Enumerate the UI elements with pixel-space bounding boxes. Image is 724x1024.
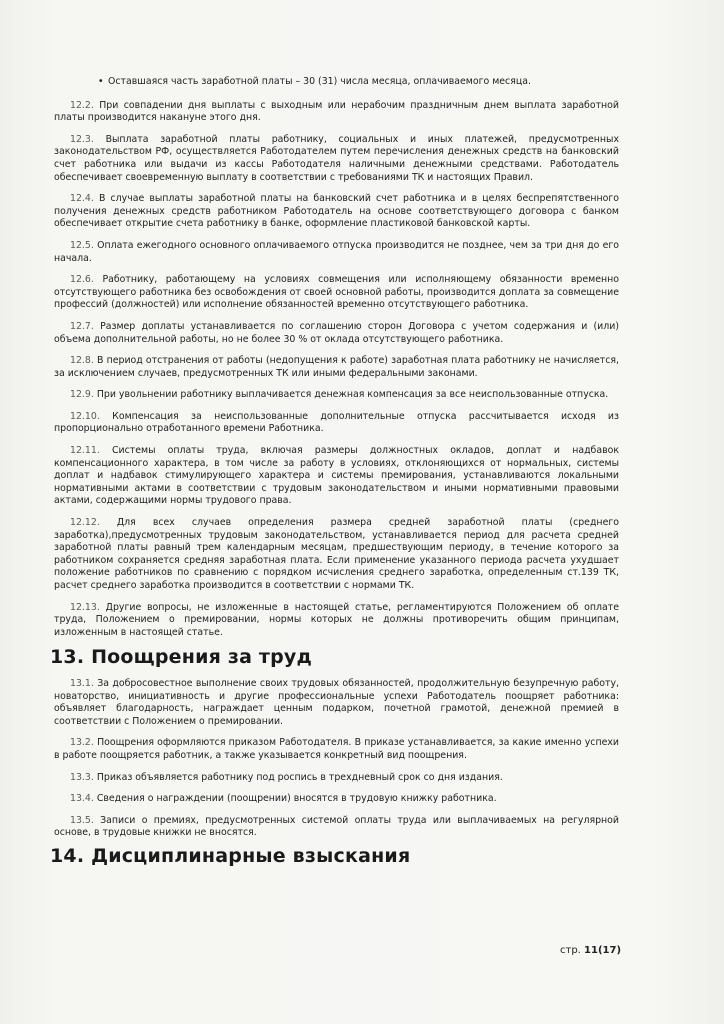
section-12-paragraphs bbox=[54, 100, 619, 640]
paragraph bbox=[54, 772, 619, 785]
paragraph-number: 12.7. bbox=[70, 320, 94, 332]
paragraph-text: При увольнении работнику выплачивается денежная компенсация за все неиспользованные отпуска. bbox=[96, 389, 609, 401]
paragraph bbox=[54, 389, 619, 402]
paragraph bbox=[54, 193, 619, 231]
paragraph-number: 12.3. bbox=[70, 133, 94, 145]
paragraph-text: При совпадении дня выплаты с выходным или нерабочим праздничным днем выплата заработной платы производится накануне этого дня. bbox=[54, 99, 619, 124]
paragraph bbox=[54, 517, 619, 593]
page-label: стр. bbox=[560, 945, 581, 956]
paragraph bbox=[54, 737, 619, 762]
paragraph bbox=[54, 321, 619, 346]
paragraph-number: 12.8. bbox=[70, 355, 94, 367]
paragraph bbox=[54, 793, 619, 806]
paragraph-number: 13.1. bbox=[70, 677, 94, 689]
heading-section-13: 13. Поощрения за труд bbox=[50, 646, 313, 669]
paragraph-number: 12.12. bbox=[70, 517, 100, 529]
paragraph-text: Работнику, работающему на условиях совмещения или исполняющему обязанности временно отсутствующего работника без освобождения от своей основной работы, производится доплата за совмещение профессий (должностей) или исполнение обязанностей временно отсутствующего работника. bbox=[54, 274, 619, 311]
paragraph-text: Другие вопросы, не изложенные в настоящей статье, регламентируются Положением об оплате труда, Положением о премировании, нормы которых не должны противоречить общим принципам, изложенным в настоящей статье. bbox=[54, 601, 619, 638]
paragraph-text: Размер доплаты устанавливается по соглашению сторон Договора с учетом содержания и (или) объема дополнительной работы, но не более 30 % от оклада отсутствующего работника. bbox=[54, 320, 619, 345]
page-number bbox=[560, 945, 621, 956]
paragraph bbox=[54, 678, 619, 728]
paragraph-number: 12.13. bbox=[70, 601, 100, 613]
paragraph bbox=[54, 411, 619, 436]
paragraph-number: 12.10. bbox=[70, 410, 100, 422]
paragraph-text: Приказ объявляется работнику под роспись в трехдневный срок со дня издания. bbox=[96, 771, 503, 783]
paragraph-number: 12.2. bbox=[70, 99, 94, 111]
paragraph-text: В случае выплаты заработной платы на банковский счет работника и в целях беспрепятственного получения денежных средств работником Работодатель на основе соответствующего договора с банком обеспечивает открытие счета работнику в банке, оформление пластиковой банковской карты. bbox=[54, 193, 620, 230]
paragraph-number: 12.9. bbox=[70, 389, 94, 401]
paragraph bbox=[54, 100, 619, 125]
bullet-item bbox=[54, 76, 619, 89]
paragraph-number: 13.4. bbox=[70, 793, 94, 805]
section-13-paragraphs bbox=[54, 678, 619, 840]
paragraph bbox=[54, 815, 619, 840]
paragraph-number: 13.2. bbox=[70, 737, 94, 749]
paragraph-text: Компенсация за неиспользованные дополнительные отпуска рассчитывается исходя из пропорционально отработанного времени Работника. bbox=[54, 410, 620, 435]
bullet-icon: • bbox=[98, 76, 104, 87]
paragraph bbox=[54, 355, 619, 380]
paragraph bbox=[54, 134, 619, 184]
page-number-value: 11(17) bbox=[584, 945, 622, 956]
paragraph-number: 13.5. bbox=[70, 814, 94, 826]
paragraph-number: 12.6. bbox=[70, 274, 94, 286]
paragraph bbox=[54, 445, 619, 508]
paragraph-text: Системы оплаты труда, включая размеры должностных окладов, доплат и надбавок компенсационного характера, в том числе за работу в условиях, отклоняющихся от нормальных, системы доплат и надбавок стимулирующего характера и системы премирования, устанавливаются локальными нормативными актами в соответствии с трудовым законодательством и иными нормативными правовыми актами, содержащими нормы трудового права. bbox=[54, 445, 619, 507]
paragraph-text: Для всех случаев определения размера средней заработной платы (среднего заработка),предусмотренных трудовым законодательством, устанавливается период для расчета средней заработной платы равный трем календарным месяцам, предшествующим периоду, в течение которого за работником сохраняется средняя заработная плата. Если применение указанного периода расчета ухудшает положение работников по сравнению с порядком исчисления среднего заработка, определенным ст.139 ТК, расчет среднего заработка производится в соответствии с нормами ТК. bbox=[54, 517, 619, 591]
paragraph-number: 12.5. bbox=[70, 239, 94, 251]
heading-section-14: 14. Дисциплинарные взыскания bbox=[50, 844, 411, 867]
paragraph-text: За добросовестное выполнение своих трудовых обязанностей, продолжительную безупречную работу, новаторство, инициативность и другие профессиональные успехи Работодатель поощряет работника: объявляет благодарность, награждает ценным подарком, почетной грамотой, денежной премией в соответствии с Положением о премировании. bbox=[54, 677, 619, 727]
paragraph-text: Сведения о награждении (поощрении) вносятся в трудовую книжку работника. bbox=[96, 793, 497, 805]
paragraph-text: Выплата заработной платы работнику, социальных и иных платежей, предусмотренных законодательством РФ, осуществляется Работодателем путем перечисления денежных средств на банковский счет работника или выдачи из кассы Работодателя наличными денежными средствами. Работодатель обеспечивает своевременную выплату в соответствии с требованиями ТК и настоящих Правил. bbox=[54, 133, 619, 183]
paragraph-text: Оплата ежегодного основного оплачиваемого отпуска производится не позднее, чем за три дня до его начала. bbox=[54, 239, 620, 264]
paragraph-text: В период отстранения от работы (недопущения к работе) заработная плата работнику не начисляется, за исключением случаев, предусмотренных ТК или иными федеральными законами. bbox=[54, 355, 620, 379]
paragraph-number: 13.3. bbox=[70, 771, 94, 783]
paragraph bbox=[54, 602, 619, 640]
paragraph-number: 12.11. bbox=[70, 445, 100, 457]
paragraph bbox=[54, 274, 619, 312]
paragraph-text: Поощрения оформляются приказом Работодателя. В приказе устанавливается, за какие именно успехи в работе поощряется работник, а также указывается конкретный вид поощрения. bbox=[54, 737, 620, 761]
bullet-text: Оставшаяся часть заработной платы – 30 (31) числа месяца, оплачиваемого месяца. bbox=[108, 76, 531, 87]
paragraph bbox=[54, 240, 619, 265]
paragraph-text: Записи о премиях, предусмотренных системой оплаты труда или выплачиваемых на регулярной основе, в трудовые книжки не вносятся. bbox=[54, 814, 619, 839]
paragraph-number: 12.4. bbox=[70, 193, 94, 205]
document-body bbox=[50, 76, 620, 877]
